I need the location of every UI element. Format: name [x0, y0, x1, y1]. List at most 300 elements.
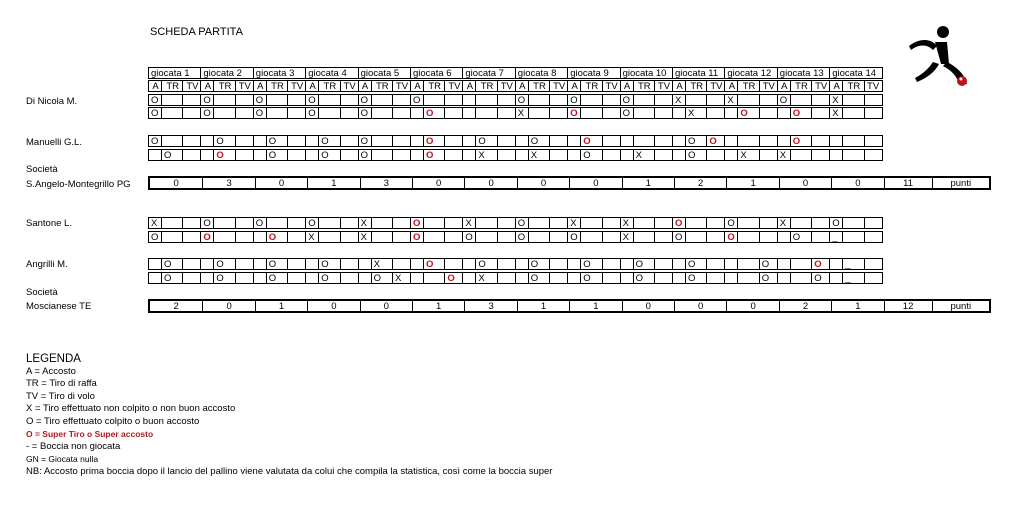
giocata-score: 2	[173, 301, 179, 312]
score-cell	[161, 217, 183, 229]
score-cell	[790, 217, 812, 229]
score-cell	[340, 231, 359, 243]
score-cell	[371, 107, 393, 119]
sub-column-cell: A	[358, 80, 372, 92]
giocata-score: 0	[173, 178, 179, 189]
score-cell: O	[161, 149, 183, 161]
score-cell	[423, 272, 445, 284]
score-cell	[737, 272, 759, 284]
score-cell	[549, 231, 568, 243]
score-cell	[266, 231, 288, 243]
score-cell	[444, 107, 463, 119]
score-cell: X	[829, 94, 843, 106]
sub-column-cell: TR	[475, 80, 497, 92]
bocce-player-icon	[907, 24, 971, 88]
score-cell	[410, 272, 424, 284]
score-cell	[842, 231, 864, 243]
column-header-cell: giocata 13	[777, 67, 830, 79]
score-cell	[318, 231, 340, 243]
score-cell	[423, 258, 445, 270]
score-cell: O	[567, 94, 581, 106]
score-cell	[724, 258, 738, 270]
score-cell: O	[253, 94, 267, 106]
score-cell: O	[759, 272, 778, 284]
score-cell	[602, 149, 621, 161]
sub-column-cell: TV	[392, 80, 411, 92]
score-cell: O	[161, 258, 183, 270]
score-cell	[200, 231, 214, 243]
sub-column-cell: TR	[685, 80, 707, 92]
score-cell	[864, 107, 883, 119]
score-cell	[620, 135, 634, 147]
score-cell	[706, 107, 725, 119]
score-cell	[444, 135, 463, 147]
score-cell	[777, 272, 791, 284]
score-cell	[602, 135, 621, 147]
score-cell	[161, 107, 183, 119]
total-score: 12	[884, 301, 932, 311]
score-cell	[567, 258, 581, 270]
sub-column-cell: TV	[235, 80, 254, 92]
score-cell	[287, 149, 306, 161]
super-mark: O	[583, 136, 591, 147]
score-cell	[654, 272, 673, 284]
score-cell	[287, 217, 306, 229]
score-cell	[864, 272, 883, 284]
giocata-score: 1	[412, 301, 464, 311]
score-cell	[287, 107, 306, 119]
score-cell	[423, 231, 445, 243]
legend-line: O = Tiro effettuato colpito o buon accosto	[26, 415, 200, 427]
score-cell: X	[462, 217, 476, 229]
score-cell	[475, 94, 497, 106]
score-cell	[235, 107, 254, 119]
sub-column-cell: TV	[706, 80, 725, 92]
giocata-score: 0	[360, 301, 412, 311]
score-cell: O	[528, 272, 550, 284]
super-mark: O	[426, 150, 434, 161]
score-cell	[392, 94, 411, 106]
sub-column-cell: TR	[266, 80, 288, 92]
score-cell: O	[148, 107, 162, 119]
sub-column-cell: TR	[842, 80, 864, 92]
score-cell	[392, 107, 411, 119]
score-cell: O	[685, 272, 707, 284]
score-cell	[549, 258, 568, 270]
score-cell	[371, 135, 393, 147]
score-cell	[672, 107, 686, 119]
score-cell: O	[633, 272, 655, 284]
score-cell: O	[358, 94, 372, 106]
giocata-score: 1	[517, 301, 569, 311]
super-mark: O	[413, 232, 421, 243]
sub-column-cell: TR	[790, 80, 812, 92]
score-cell: O	[200, 107, 214, 119]
score-cell: X	[305, 231, 319, 243]
score-cell	[790, 149, 812, 161]
score-cell: O	[580, 272, 602, 284]
score-cell: O	[620, 94, 634, 106]
score-cell	[737, 258, 759, 270]
score-cell	[423, 94, 445, 106]
score-cell	[829, 258, 843, 270]
society-label: Società	[26, 287, 58, 298]
giocata-score: 2	[779, 301, 831, 311]
score-cell	[497, 258, 516, 270]
score-cell: X	[475, 272, 497, 284]
score-cell	[161, 231, 183, 243]
score-cell	[515, 258, 529, 270]
score-cell	[811, 231, 830, 243]
score-cell	[392, 149, 411, 161]
score-cell	[602, 107, 621, 119]
score-cell	[842, 107, 864, 119]
score-cell	[371, 149, 393, 161]
score-cell	[444, 149, 463, 161]
score-cell: O	[528, 135, 550, 147]
sub-column-cell: A	[620, 80, 634, 92]
super-mark: O	[709, 136, 717, 147]
score-cell	[475, 217, 497, 229]
score-cell: O	[200, 94, 214, 106]
super-mark: O	[792, 136, 801, 147]
score-cell	[462, 107, 476, 119]
score-cell	[777, 107, 791, 119]
score-cell: O	[318, 272, 340, 284]
score-cell	[423, 135, 445, 147]
score-cell	[528, 107, 550, 119]
sub-column-cell: TR	[633, 80, 655, 92]
legend	[26, 353, 552, 478]
score-cell	[759, 94, 778, 106]
score-cell	[654, 107, 673, 119]
score-cell: O	[318, 149, 340, 161]
score-cell	[706, 231, 725, 243]
score-cell: O	[633, 258, 655, 270]
score-cell	[410, 135, 424, 147]
legend-line: A = Accosto	[26, 365, 76, 377]
giocata-score: 1	[255, 301, 307, 311]
score-cell: O	[580, 258, 602, 270]
score-cell: O	[528, 258, 550, 270]
score-cell	[358, 272, 372, 284]
score-cell	[737, 107, 759, 119]
score-cell	[410, 258, 424, 270]
score-cell	[266, 107, 288, 119]
giocata-score: 3	[202, 178, 254, 188]
score-cell	[497, 94, 516, 106]
score-cell	[462, 258, 476, 270]
score-cell: O	[358, 149, 372, 161]
score-cell	[340, 272, 359, 284]
score-cell	[392, 217, 411, 229]
score-cell	[724, 149, 738, 161]
giocata-score: 1	[569, 301, 621, 311]
score-cell	[444, 94, 463, 106]
score-cell	[790, 107, 812, 119]
score-cell	[580, 217, 602, 229]
score-cell: O	[305, 94, 319, 106]
society-label: Società	[26, 164, 58, 175]
score-cell	[724, 231, 738, 243]
score-cell	[790, 272, 812, 284]
score-cell	[620, 258, 634, 270]
score-cell	[497, 135, 516, 147]
score-cell	[549, 217, 568, 229]
giocata-score: 0	[255, 178, 307, 188]
score-cell	[235, 149, 254, 161]
score-cell	[672, 149, 686, 161]
giocata-score: 1	[307, 178, 359, 188]
score-cell	[654, 231, 673, 243]
score-cell	[200, 135, 214, 147]
super-mark: O	[740, 108, 748, 119]
score-cell	[410, 149, 424, 161]
score-cell: O	[724, 217, 738, 229]
column-header-cell: giocata 14	[829, 67, 882, 79]
score-cell	[358, 258, 372, 270]
score-cell	[864, 94, 883, 106]
score-cell	[340, 217, 359, 229]
score-cell	[475, 107, 497, 119]
score-cell: O	[620, 107, 634, 119]
super-mark: O	[727, 232, 735, 243]
score-cell	[266, 94, 288, 106]
score-cell	[423, 107, 445, 119]
score-cell	[602, 231, 621, 243]
column-header-cell: giocata 11	[672, 67, 725, 79]
score-cell	[724, 272, 738, 284]
score-cell: X	[672, 94, 686, 106]
score-cell: O	[148, 94, 162, 106]
score-cell: O	[305, 217, 319, 229]
giocata-score: 0	[674, 301, 726, 311]
score-cell	[706, 272, 725, 284]
sub-column-cell: A	[253, 80, 267, 92]
super-mark: O	[413, 218, 421, 229]
score-cell: O	[213, 258, 235, 270]
score-cell	[161, 135, 183, 147]
giocata-score: 0	[412, 178, 464, 188]
score-cell	[842, 135, 864, 147]
score-cell: O	[567, 231, 581, 243]
score-cell	[724, 135, 738, 147]
score-cell	[340, 258, 359, 270]
score-cell	[340, 94, 359, 106]
giocata-score: 3	[464, 301, 516, 311]
column-header-cell: giocata 4	[305, 67, 358, 79]
score-cell	[305, 258, 319, 270]
score-cell: _	[842, 258, 864, 270]
score-cell: X	[528, 149, 550, 161]
sub-column-cell: A	[148, 80, 162, 92]
score-cell	[685, 217, 707, 229]
sub-column-cell: A	[777, 80, 791, 92]
society-name: S.Angelo-Montegrillo PG	[26, 179, 131, 190]
score-cell: X	[620, 231, 634, 243]
score-cell	[580, 94, 602, 106]
score-cell: O	[358, 107, 372, 119]
score-cell	[864, 258, 883, 270]
score-cell	[811, 217, 830, 229]
score-cell	[759, 231, 778, 243]
score-cell	[829, 272, 843, 284]
score-cell: X	[358, 217, 372, 229]
legend-line: TR = Tiro di raffa	[26, 378, 97, 389]
sub-column-cell: TR	[161, 80, 183, 92]
giocata-score: 1	[726, 178, 778, 188]
sub-column-cell: TV	[287, 80, 306, 92]
giocata-score: 0	[831, 178, 883, 188]
score-cell	[633, 135, 655, 147]
column-header-cell: giocata 10	[620, 67, 673, 79]
score-cell: X	[633, 149, 655, 161]
score-cell	[567, 107, 581, 119]
column-header-cell: giocata 12	[724, 67, 777, 79]
score-cell	[864, 217, 883, 229]
score-cell	[580, 107, 602, 119]
score-cell	[811, 258, 830, 270]
score-cell	[371, 231, 393, 243]
score-cell	[567, 272, 581, 284]
score-cell	[497, 217, 516, 229]
score-cell	[200, 149, 214, 161]
score-cell	[410, 107, 424, 119]
sub-column-cell: TR	[423, 80, 445, 92]
score-cell	[811, 149, 830, 161]
score-cell	[864, 231, 883, 243]
score-cell	[444, 231, 463, 243]
legend-gn-line: GN = Giocata nulla	[26, 454, 99, 464]
score-cell: O	[161, 272, 183, 284]
score-cell	[654, 94, 673, 106]
score-cell	[620, 272, 634, 284]
score-cell: X	[777, 149, 791, 161]
score-cell	[213, 107, 235, 119]
score-cell	[842, 217, 864, 229]
column-header-cell: giocata 5	[358, 67, 411, 79]
score-cell	[287, 231, 306, 243]
score-cell	[602, 272, 621, 284]
super-mark: O	[268, 232, 277, 243]
score-cell: O	[266, 258, 288, 270]
score-cell	[340, 107, 359, 119]
sub-column-cell: TV	[654, 80, 673, 92]
score-cell: O	[777, 94, 791, 106]
giocata-score: 1	[831, 301, 883, 311]
score-cell	[515, 149, 529, 161]
score-cell	[777, 135, 791, 147]
score-cell: O	[515, 217, 529, 229]
score-cell	[829, 135, 843, 147]
score-cell	[287, 258, 306, 270]
score-cell: X	[567, 217, 581, 229]
score-cell	[444, 217, 463, 229]
score-cell	[253, 272, 267, 284]
score-cell	[266, 217, 288, 229]
column-header-cell: giocata 2	[200, 67, 253, 79]
score-cell	[497, 231, 516, 243]
score-cell	[790, 135, 812, 147]
score-cell	[318, 107, 340, 119]
sub-column-cell: A	[515, 80, 529, 92]
score-cell	[423, 217, 445, 229]
score-cell: O	[253, 107, 267, 119]
giocata-score: 0	[569, 178, 621, 188]
score-cell: O	[213, 135, 235, 147]
score-cell	[235, 258, 254, 270]
score-cell	[602, 258, 621, 270]
score-cell	[567, 149, 581, 161]
score-cell	[724, 107, 738, 119]
page-title: SCHEDA PARTITA	[150, 26, 243, 38]
score-cell	[549, 135, 568, 147]
sub-column-cell: TR	[737, 80, 759, 92]
score-cell	[759, 217, 778, 229]
score-cell: X	[358, 231, 372, 243]
score-cell	[213, 217, 235, 229]
score-cell	[182, 107, 201, 119]
legend-nb-line: NB: Accosto prima boccia dopo il lancio del pallino viene valutata da colui che compila la statistica, così come la boccia super	[26, 465, 553, 477]
giocata-score: 0	[726, 301, 778, 311]
giocata-score: 2	[674, 178, 726, 188]
score-cell	[253, 149, 267, 161]
sub-column-cell: TR	[580, 80, 602, 92]
total-label: punti	[932, 301, 989, 311]
score-cell	[235, 135, 254, 147]
score-cell	[737, 217, 759, 229]
score-cell	[305, 149, 319, 161]
score-cell	[633, 217, 655, 229]
score-cell: O	[253, 217, 267, 229]
sub-column-cell: TV	[759, 80, 778, 92]
score-cell: X	[148, 217, 162, 229]
score-cell	[602, 217, 621, 229]
score-cell	[148, 149, 162, 161]
legend-super-line: O = Super Tiro o Super accosto	[26, 429, 154, 439]
score-cell	[305, 272, 319, 284]
sub-column-cell: TV	[602, 80, 621, 92]
score-cell: O	[318, 135, 340, 147]
score-cell	[654, 217, 673, 229]
score-cell	[580, 231, 602, 243]
score-cell	[654, 149, 673, 161]
score-cell	[706, 258, 725, 270]
score-cell: O	[685, 258, 707, 270]
score-cell	[685, 94, 707, 106]
score-cell	[462, 149, 476, 161]
sub-column-cell: TV	[549, 80, 568, 92]
score-cell: X	[829, 107, 843, 119]
score-cell	[213, 94, 235, 106]
score-cell: O	[829, 217, 843, 229]
sub-column-cell: A	[200, 80, 214, 92]
giocata-score: 3	[360, 178, 412, 188]
score-cell: X	[685, 107, 707, 119]
score-cell: O	[371, 272, 393, 284]
score-cell	[842, 149, 864, 161]
score-cell	[287, 94, 306, 106]
sub-column-cell: A	[305, 80, 319, 92]
score-cell: O	[148, 135, 162, 147]
score-cell	[462, 272, 476, 284]
super-mark: O	[814, 259, 822, 270]
score-cell	[672, 217, 686, 229]
score-cell	[182, 272, 201, 284]
score-cell	[759, 135, 778, 147]
legend-line: TV = Tiro di volo	[26, 390, 95, 402]
giocata-score: 0	[202, 301, 254, 311]
